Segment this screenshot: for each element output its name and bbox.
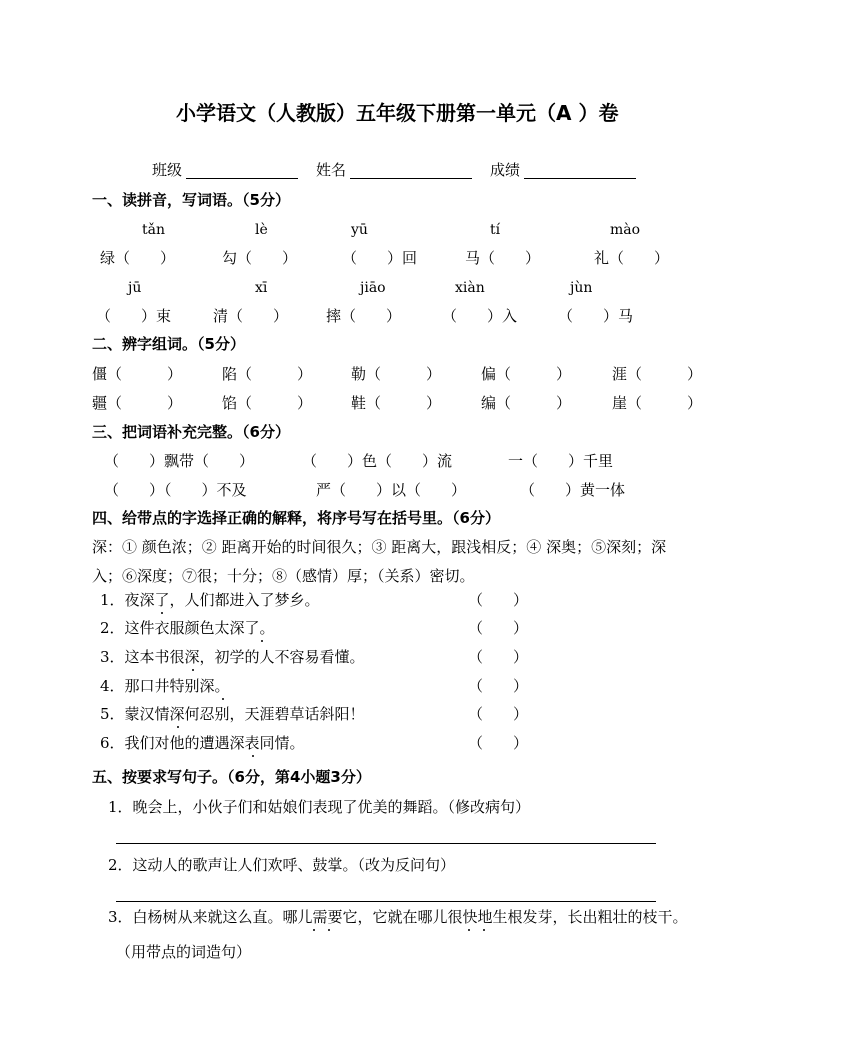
- class-label: 班级: [152, 161, 183, 179]
- section-5-heading: 五、按要求写句子。（6分，第4小题3分）: [92, 768, 371, 786]
- word-blank[interactable]: 陷（ ）: [222, 365, 313, 383]
- question-item: 5．蒙汉情深何忍别，天涯碧草话斜阳！: [100, 705, 365, 723]
- word-blank[interactable]: 馅（ ）: [222, 394, 313, 412]
- emphasis-dot: [177, 726, 179, 728]
- word-blank[interactable]: 绿（ ）: [100, 249, 176, 267]
- word-blank[interactable]: （ ）束: [96, 307, 172, 325]
- pinyin: lè: [255, 222, 268, 238]
- word-blank[interactable]: 清（ ）: [213, 307, 289, 325]
- pinyin: jiāo: [360, 280, 386, 296]
- word-blank[interactable]: （ ）马: [558, 307, 634, 325]
- answer-paren[interactable]: （ ）: [468, 705, 529, 723]
- emphasis-dot: [252, 755, 254, 757]
- page-title: 小学语文（人教版）五年级下册第一单元（A ）卷: [176, 101, 619, 125]
- answer-paren[interactable]: （ ）: [468, 648, 529, 666]
- idiom-blank[interactable]: 严（ ）以（ ）: [316, 481, 467, 499]
- pinyin: tí: [490, 222, 501, 238]
- emphasis-dot: [192, 669, 194, 671]
- emphasis-dot: [261, 640, 263, 642]
- idiom-blank[interactable]: （ ）黄一体: [520, 481, 626, 499]
- score-blank[interactable]: [524, 178, 636, 179]
- emphasis-dot: [483, 929, 485, 931]
- idiom-blank[interactable]: （ ）色（ ）流: [302, 452, 453, 470]
- question-note: （用带点的词造句）: [116, 943, 252, 961]
- question-item: 1．夜深了，人们都进入了梦乡。: [100, 591, 320, 609]
- pinyin: xī: [255, 280, 268, 296]
- word-blank[interactable]: 勾（ ）: [222, 249, 298, 267]
- section-3-heading: 三、把词语补充完整。（6分）: [92, 423, 290, 441]
- definition-line: 入；⑥深度；⑦很；十分；⑧（感情）厚；（关系）密切。: [92, 567, 475, 585]
- question-item: 6．我们对他的遭遇深表同情。: [100, 734, 305, 752]
- pinyin: tǎn: [142, 222, 165, 238]
- word-blank[interactable]: （ ）回: [342, 249, 418, 267]
- emphasis-dot: [161, 612, 163, 614]
- definition-line: 深：① 颜色浓；② 距离开始的时间很久；③ 距离大，跟浅相反；④ 深奥；⑤深刻；深: [92, 538, 667, 556]
- question-item: 3．白杨树从来就这么直。哪儿需要它，它就在哪儿很快地生根发芽，长出粗壮的枝干。: [108, 908, 688, 926]
- word-blank[interactable]: 摔（ ）: [326, 307, 402, 325]
- question-item: 4．那口井特别深。: [100, 677, 230, 695]
- pinyin: jū: [128, 280, 142, 296]
- word-blank[interactable]: 涯（ ）: [612, 365, 703, 383]
- score-label: 成绩: [490, 161, 521, 179]
- emphasis-dot: [468, 929, 470, 931]
- word-blank[interactable]: 崖（ ）: [612, 394, 703, 412]
- idiom-blank[interactable]: （ ）飘带（ ）: [104, 452, 255, 470]
- idiom-blank[interactable]: （ ）（ ）不及: [104, 481, 247, 499]
- class-blank[interactable]: [186, 178, 298, 179]
- answer-line[interactable]: [116, 901, 656, 902]
- question-item: 2．这件衣服颜色太深了。: [100, 619, 275, 637]
- word-blank[interactable]: 鞋（ ）: [351, 394, 442, 412]
- idiom-blank[interactable]: 一（ ）千里: [508, 452, 614, 470]
- word-blank[interactable]: 僵（ ）: [92, 365, 183, 383]
- answer-paren[interactable]: （ ）: [468, 591, 529, 609]
- word-blank[interactable]: 疆（ ）: [92, 394, 183, 412]
- pinyin: mào: [610, 222, 641, 238]
- emphasis-dot: [313, 929, 315, 931]
- pinyin: jùn: [570, 280, 593, 296]
- question-item: 1．晚会上，小伙子们和姑娘们表现了优美的舞蹈。（修改病句）: [108, 798, 531, 816]
- question-item: 2．这动人的歌声让人们欢呼、鼓掌。（改为反问句）: [108, 856, 456, 874]
- word-blank[interactable]: （ ）入: [442, 307, 518, 325]
- section-1-heading: 一、读拼音，写词语。（5分）: [92, 191, 290, 209]
- answer-paren[interactable]: （ ）: [468, 734, 529, 752]
- question-item: 3．这本书很深，初学的人不容易看懂。: [100, 648, 365, 666]
- word-blank[interactable]: 编（ ）: [481, 394, 572, 412]
- name-label: 姓名: [316, 161, 347, 179]
- pinyin: yū: [351, 222, 368, 238]
- answer-paren[interactable]: （ ）: [468, 677, 529, 695]
- word-blank[interactable]: 偏（ ）: [481, 365, 572, 383]
- answer-paren[interactable]: （ ）: [468, 619, 529, 637]
- emphasis-dot: [328, 929, 330, 931]
- pinyin: xiàn: [455, 280, 485, 296]
- word-blank[interactable]: 马（ ）: [465, 249, 541, 267]
- emphasis-dot: [222, 698, 224, 700]
- word-blank[interactable]: 勒（ ）: [351, 365, 442, 383]
- section-4-heading: 四、给带点的字选择正确的解释，将序号写在括号里。（6分）: [92, 509, 500, 527]
- section-2-heading: 二、辨字组词。（5分）: [92, 335, 245, 353]
- word-blank[interactable]: 礼（ ）: [594, 249, 670, 267]
- name-blank[interactable]: [350, 178, 472, 179]
- answer-line[interactable]: [116, 843, 656, 844]
